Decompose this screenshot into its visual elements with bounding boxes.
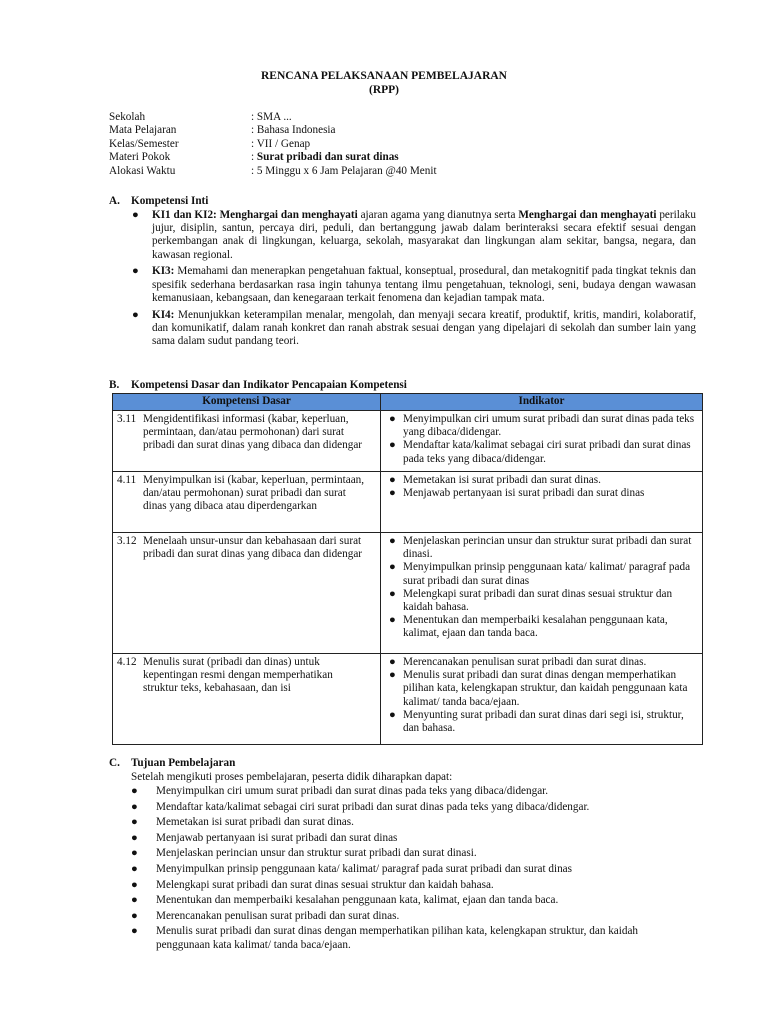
list-item: [130, 209, 696, 262]
kd-text: Menelaah unsur-unsur dan kebahasaan dari surat pribadi dan surat dinas yang dibaca dan didengar: [143, 535, 363, 561]
identity-row: [109, 165, 437, 178]
identity-value: : Bahasa Indonesia: [251, 124, 336, 137]
list-item: [131, 894, 691, 907]
section-letter: C.: [109, 757, 120, 769]
indicator-text: Menyimpulkan ciri umum surat pribadi dan surat dinas pada teks yang dibaca/didengar.: [403, 413, 695, 439]
indicator-text: Memetakan isi surat pribadi dan surat dinas.: [403, 474, 601, 486]
list-item: [130, 265, 696, 305]
ki-label: KI1 dan KI2: Menghargai dan menghayati: [152, 209, 358, 221]
ki-text: Menunjukkan keterampilan menalar, mengolah, dan menyaji secara kreatif, produktif, kritis, mandiri, kolaboratif, dan komunikatif, dalam ranah konkret dan ranah abstrak sesuai dengan yang dipelajari di sekolah dan sumber lain yang sama dalam sudut pandang teori.: [152, 308, 696, 348]
bullet-icon: ●: [132, 265, 139, 278]
indicator-text: Menjelaskan perincian unsur dan struktur surat pribadi dan surat dinasi.: [403, 535, 692, 561]
section-b-heading: [109, 379, 407, 392]
bullet-icon: ●: [389, 614, 396, 627]
section-letter: A.: [109, 195, 120, 207]
ki-text: perilaku jujur, disiplin, santun, percaya diri, peduli, dan bertanggung jawab dalam berinteraksi secara efektif sesuai dengan perkembangan anak di lingkungan, keluarga, sekolah, masyarakat dan lingkungan alam sekitar, bangsa, negara, dan kawasan regional.: [152, 209, 696, 261]
identity-value: : VII / Genap: [251, 137, 311, 150]
bullet-icon: ●: [132, 209, 139, 221]
list-item: [131, 785, 691, 798]
list-item: [131, 816, 691, 829]
identity-value: : 5 Minggu x 6 Jam Pelajaran @40 Menit: [251, 164, 437, 177]
bullet-icon: ●: [131, 800, 138, 813]
kd-text: Menulis surat (pribadi dan dinas) untuk kepentingan resmi dengan memperhatikan struktur teks, kebahasaan, dan isi: [143, 656, 333, 695]
bullet-icon: ●: [131, 831, 138, 844]
kd-cell: [113, 472, 381, 533]
identity-label: Mata Pelajaran: [109, 124, 177, 137]
kd-number: 4.11: [117, 474, 137, 486]
indicator-text: Menulis surat pribadi dan surat dinas dengan memperhatikan pilihan kata, kelengkapan struktur, dan kaidah penggunaan kata kalimat/ tanda baca/ejaan.: [403, 669, 688, 708]
indicator-text: Menyunting surat pribadi dan surat dinas dari segi isi, struktur, dan bahasa.: [403, 708, 684, 735]
section-title: Tujuan Pembelajaran: [131, 757, 236, 769]
tujuan-text: Memetakan isi surat pribadi dan surat dinas.: [156, 816, 354, 829]
list-item: [130, 309, 696, 349]
bullet-icon: ●: [131, 862, 138, 875]
list-item: [131, 847, 691, 860]
bullet-icon: ●: [132, 308, 139, 321]
bullet-icon: ●: [389, 487, 396, 500]
kd-number: 3.11: [117, 413, 137, 425]
page-title: RENCANA PELAKSANAAN PEMBELAJARAN: [261, 70, 507, 82]
bullet-icon: ●: [131, 785, 138, 797]
ki-text: Memahami dan menerapkan pengetahuan faktual, konseptual, prosedural, dan metakognitif pada tingkat teknis dan spesifik sederhana berdasarkan rasa ingin tahunya tentang ilmu pengetahuan, teknologi, seni, budaya dengan wawasan kemanusiaan, kebangsaan, dan kenegaraan terkait fenomena dan kejadian tampak mata.: [152, 265, 696, 304]
identity-row: [109, 124, 437, 137]
identity-label: Materi Pokok: [109, 151, 171, 164]
indicator-list: [385, 656, 698, 735]
identity-row: [109, 138, 437, 151]
tujuan-text: Merencanakan penulisan surat pribadi dan surat dinas.: [156, 909, 400, 922]
list-item: [131, 925, 691, 951]
tujuan-text: Menjelaskan perincian unsur dan struktur surat pribadi dan surat dinasi.: [156, 847, 477, 860]
list-item: [385, 487, 698, 500]
list-item: [385, 588, 698, 614]
tujuan-text: Menulis surat pribadi dan surat dinas dengan memperhatikan pilihan kata, kelengkapan struktur, dan kaidah penggunaan kata kalimat/ tanda baca/ejaan.: [156, 925, 639, 951]
bullet-icon: ●: [389, 656, 396, 668]
list-item: [385, 669, 698, 709]
identity-label: Sekolah: [109, 111, 146, 123]
list-item: [131, 879, 691, 892]
indicator-text: Menyimpulkan prinsip penggunaan kata/ kalimat/ paragraf pada surat pribadi dan surat dinas: [403, 561, 691, 587]
bullet-icon: ●: [389, 708, 396, 721]
identity-colon: :: [251, 151, 257, 164]
section-title: Kompetensi Inti: [131, 195, 209, 207]
kd-cell: [113, 411, 381, 472]
ki-label: KI4:: [152, 308, 175, 321]
kd-number: 3.12: [117, 535, 137, 547]
section-title: Kompetensi Dasar dan Indikator Pencapaian Kompetensi: [131, 379, 407, 391]
tujuan-text: Menentukan dan memperbaiki kesalahan penggunaan kata, kalimat, ejaan dan tanda baca.: [156, 894, 559, 907]
tujuan-text: Melengkapi surat pribadi dan surat dinas sesuai struktur dan kaidah bahasa.: [156, 878, 494, 891]
bullet-icon: ●: [389, 587, 396, 600]
bullet-icon: ●: [131, 816, 138, 829]
indicator-text: Menjawab pertanyaan isi surat pribadi dan surat dinas: [403, 487, 645, 500]
tujuan-text: Menyimpulkan ciri umum surat pribadi dan surat dinas pada teks yang dibaca/didengar.: [156, 785, 549, 797]
identity-label: Kelas/Semester: [109, 137, 179, 150]
table-header-cell: Kompetensi Dasar: [113, 394, 381, 411]
identity-row: [109, 151, 437, 164]
bullet-icon: ●: [131, 847, 138, 860]
indicator-cell: [381, 654, 703, 745]
bullet-icon: ●: [131, 925, 138, 938]
page-subtitle: (RPP): [368, 84, 399, 96]
section-letter: B.: [109, 379, 120, 391]
list-item: [131, 832, 691, 845]
identity-value: : SMA ...: [251, 111, 292, 123]
identity-label: Alokasi Waktu: [109, 164, 176, 177]
bullet-icon: ●: [389, 474, 396, 486]
indicator-cell: [381, 411, 703, 472]
ki-text: ajaran agama yang dianutnya serta: [357, 209, 519, 221]
list-item: [385, 561, 698, 587]
list-item: [385, 439, 698, 465]
tujuan-text: Menyimpulkan prinsip penggunaan kata/ kalimat/ paragraf pada surat pribadi dan surat dinas: [156, 862, 572, 875]
ki-label: Menghargai dan menghayati: [518, 209, 657, 221]
list-item: [385, 656, 698, 669]
bullet-icon: ●: [389, 535, 396, 547]
indicator-list: [385, 474, 698, 500]
bullet-icon: ●: [389, 439, 396, 452]
identity-row: [109, 111, 437, 124]
indicator-cell: [381, 472, 703, 533]
indicator-text: Mendaftar kata/kalimat sebagai ciri surat pribadi dan surat dinas pada teks yang dibaca/didengar.: [403, 439, 691, 465]
tujuan-text: Menjawab pertanyaan isi surat pribadi dan surat dinas: [156, 831, 398, 844]
kd-text: Menyimpulkan isi (kabar, keperluan, permintaan, dan/atau permohonan) surat pribadi dan surat dinas yang dibaca atau diperdengarkan: [143, 474, 365, 513]
indicator-text: Merencanakan penulisan surat pribadi dan surat dinas.: [403, 656, 647, 668]
list-item: [385, 709, 698, 735]
indicator-text: Menentukan dan memperbaiki kesalahan penggunaan kata, kalimat, ejaan dan tanda baca.: [403, 614, 668, 640]
list-item: [385, 474, 698, 487]
list-item: [385, 614, 698, 640]
tujuan-intro: Setelah mengikuti proses pembelajaran, peserta didik diharapkan dapat:: [131, 771, 453, 783]
indicator-list: [385, 535, 698, 641]
table-row: [113, 411, 703, 472]
ki-list: [130, 209, 696, 352]
indicator-list: [385, 413, 698, 466]
tujuan-text: Mendaftar kata/kalimat sebagai ciri surat pribadi dan surat dinas pada teks yang dibaca/didengar.: [156, 800, 590, 813]
indicator-text: Melengkapi surat pribadi dan surat dinas sesuai struktur dan kaidah bahasa.: [403, 587, 673, 614]
list-item: [131, 801, 691, 814]
list-item: [131, 863, 691, 876]
section-c-heading: [109, 757, 235, 770]
table-row: [113, 654, 703, 745]
identity-block: [109, 111, 437, 178]
list-item: [385, 535, 698, 561]
tujuan-list: [131, 785, 691, 954]
bullet-icon: ●: [131, 878, 138, 891]
indicator-cell: [381, 533, 703, 654]
identity-value: Surat pribadi dan surat dinas: [256, 151, 399, 164]
table-header-row: [113, 394, 703, 411]
bullet-icon: ●: [389, 413, 396, 425]
competency-table: [112, 393, 703, 745]
table-row: [113, 472, 703, 533]
bullet-icon: ●: [389, 561, 396, 574]
section-a-heading: [109, 195, 208, 208]
kd-cell: [113, 654, 381, 745]
list-item: [131, 910, 691, 923]
bullet-icon: ●: [131, 894, 138, 907]
list-item: [385, 413, 698, 439]
bullet-icon: ●: [389, 669, 396, 682]
kd-number: 4.12: [117, 656, 137, 668]
bullet-icon: ●: [131, 909, 138, 922]
table-header-cell: Indikator: [381, 394, 703, 411]
table-row: [113, 533, 703, 654]
kd-cell: [113, 533, 381, 654]
ki-label: KI3:: [152, 265, 175, 278]
kd-text: Mengidentifikasi informasi (kabar, keperluan, permintaan, dan/atau permohonan) dari surat pribadi dan surat dinas yang dibaca dan didengar: [143, 413, 363, 452]
